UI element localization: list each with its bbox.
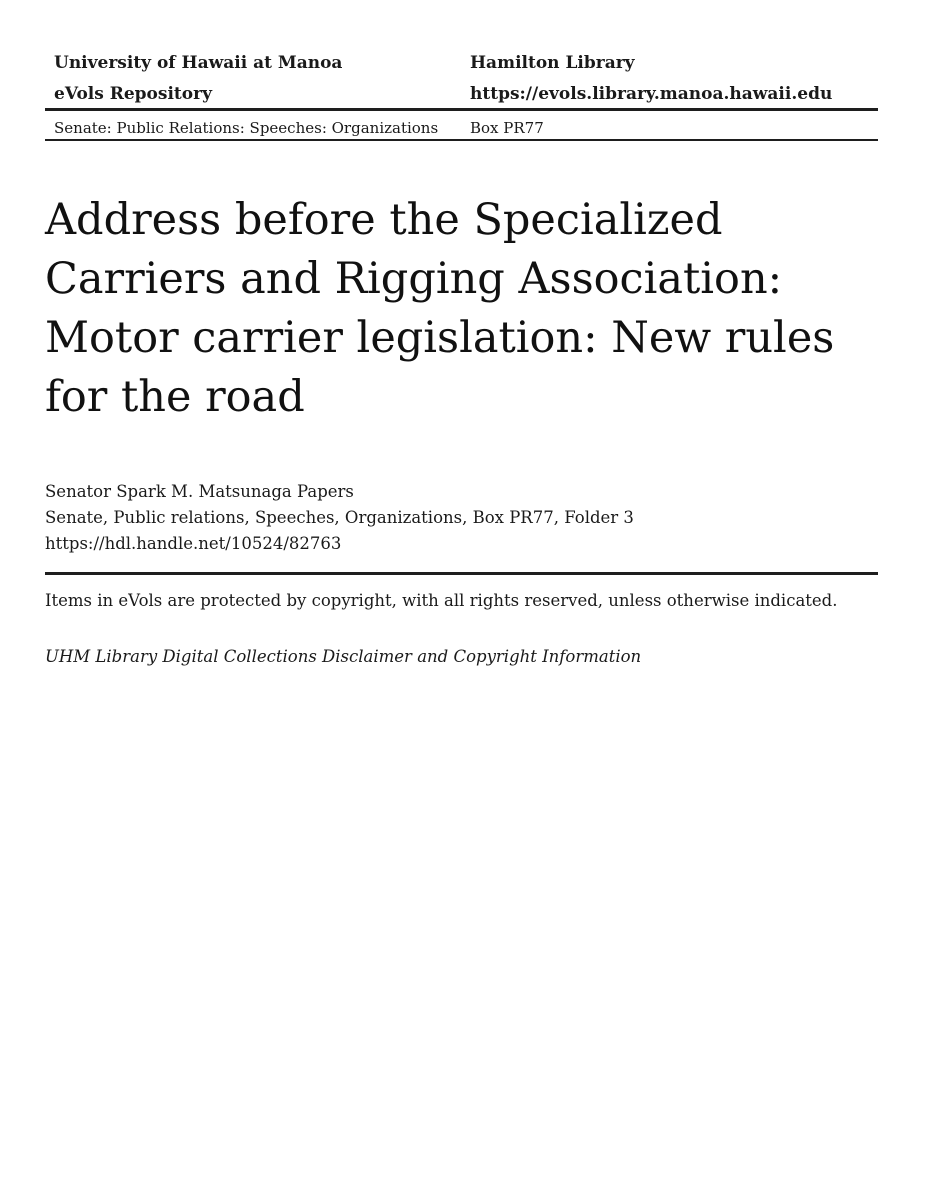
document-title-line: for the road xyxy=(45,372,305,422)
header-top-row xyxy=(45,52,878,111)
header-left-column xyxy=(45,52,470,105)
collection-path: Senate: Public Relations: Speeches: Organizations xyxy=(54,119,439,137)
archive-location: Senate, Public relations, Speeches, Organizations, Box PR77, Folder 3 xyxy=(45,508,634,527)
repository-name: eVols Repository xyxy=(54,84,212,104)
institution-name: University of Hawaii at Manoa xyxy=(54,53,343,73)
document-title-line: Carriers and Rigging Association: xyxy=(45,254,783,304)
document-title-line: Motor carrier legislation: New rules xyxy=(45,313,835,363)
document-title xyxy=(45,191,878,427)
rights-statement: Items in eVols are protected by copyright, with all rights reserved, unless otherwise indicated. xyxy=(45,591,838,610)
header-right-column xyxy=(470,52,878,105)
citation-block xyxy=(45,479,878,557)
handle-url-link[interactable]: https://hdl.handle.net/10524/82763 xyxy=(45,534,342,553)
box-label: Box PR77 xyxy=(470,119,544,137)
repository-url-link[interactable]: https://evols.library.manoa.hawaii.edu xyxy=(470,84,833,104)
library-name: Hamilton Library xyxy=(470,53,635,73)
document-title-line: Address before the Specialized xyxy=(45,195,723,245)
footer-divider xyxy=(45,572,878,575)
header-sub-row xyxy=(45,111,878,141)
cover-header xyxy=(45,52,878,141)
disclaimer-link[interactable]: UHM Library Digital Collections Disclaimer and Copyright Information xyxy=(45,647,642,666)
collection-name: Senator Spark M. Matsunaga Papers xyxy=(45,482,354,501)
